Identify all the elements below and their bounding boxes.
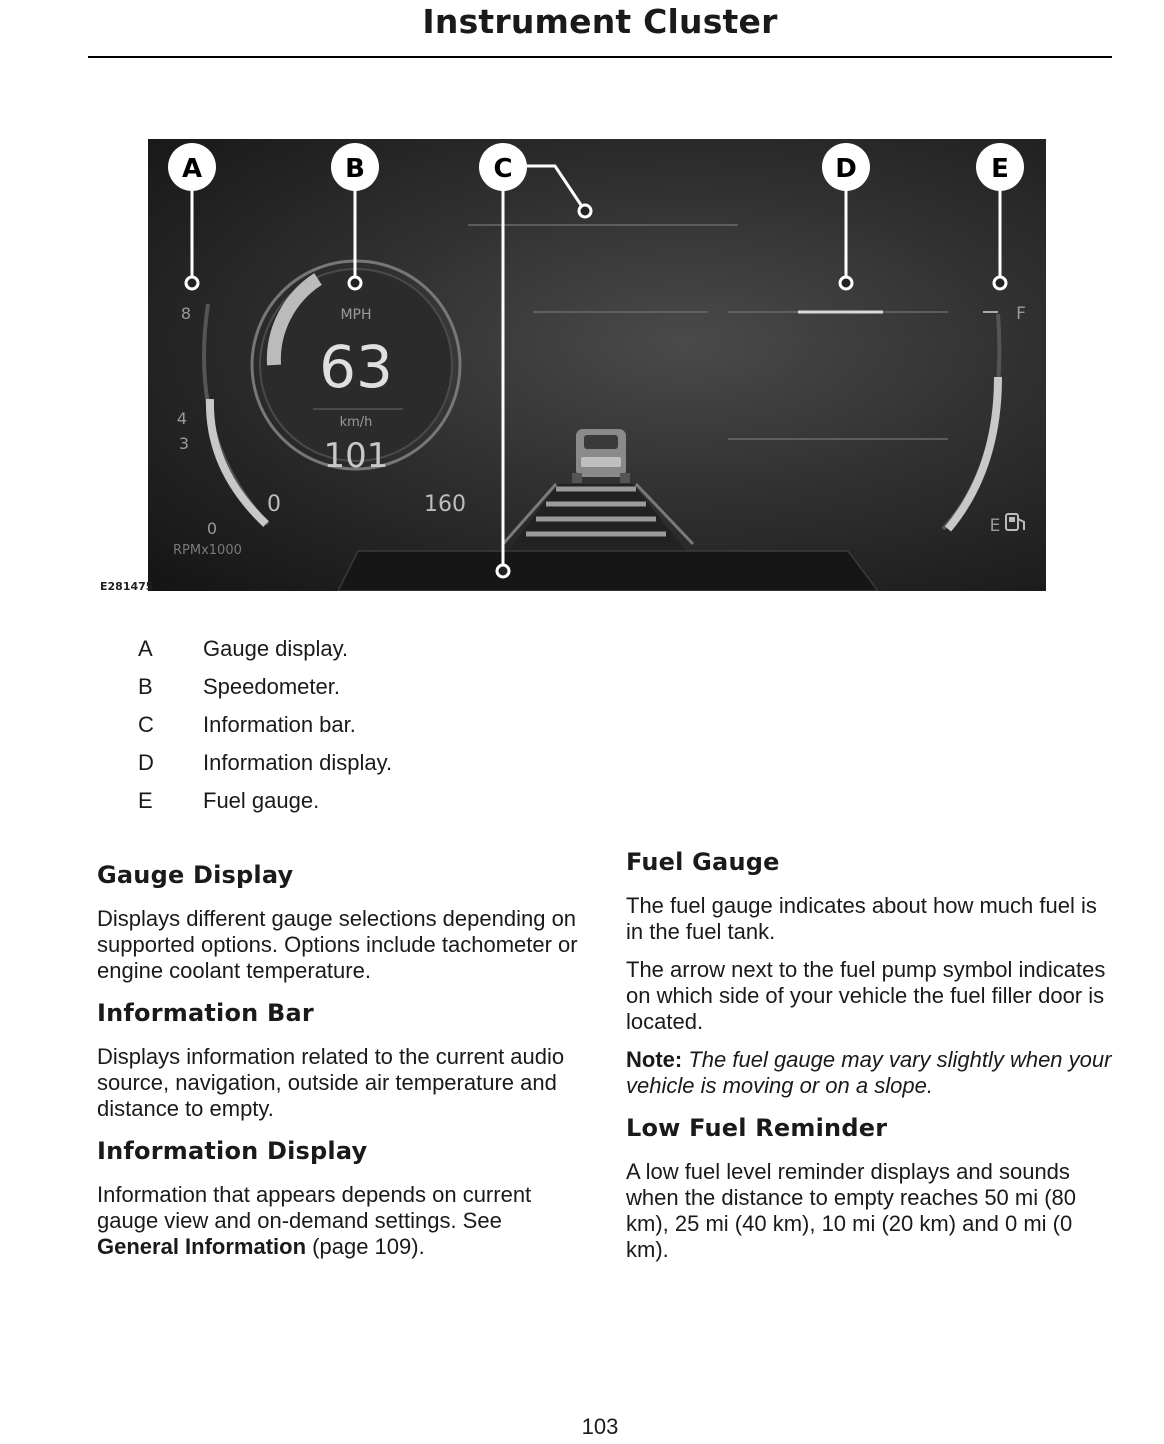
speedo-max-label: 160 <box>424 492 466 517</box>
legend-letter: A <box>138 636 153 661</box>
speedo-min-label: 0 <box>267 492 281 517</box>
page-number: 103 <box>581 1414 619 1439</box>
information-display-body <box>97 1182 587 1260</box>
callout-label-d: D <box>835 154 857 184</box>
speed-value-kmh: 101 <box>323 436 389 476</box>
information-bar-heading: Information Bar <box>97 999 314 1027</box>
speed-unit-mph: MPH <box>340 307 372 323</box>
note-text: The fuel gauge may vary slightly when your vehicle is moving or on a slope. <box>626 1047 1112 1098</box>
fuel-gauge-arrow-body: The arrow next to the fuel pump symbol indicates on which side of your vehicle the fuel filler door is located. <box>626 957 1106 1034</box>
information-display-text: Information that appears depends on current gauge view and on-demand settings. See <box>97 1182 532 1233</box>
right-column <box>626 845 1116 1275</box>
fuel-empty-label: E <box>989 516 1001 536</box>
left-column <box>97 858 587 1272</box>
cluster-illustration <box>148 139 1046 591</box>
legend-letter: D <box>138 750 154 775</box>
legend-item <box>138 784 638 822</box>
information-bar-body: Displays information related to the current audio source, navigation, outside air temperature and distance to empty. <box>97 1044 565 1121</box>
fuel-arc-fill <box>948 377 998 529</box>
information-display-heading: Information Display <box>97 1137 368 1165</box>
general-information-link[interactable]: General Information <box>97 1234 307 1259</box>
callout-label-a: A <box>181 154 203 184</box>
information-bar-shape <box>338 551 878 591</box>
legend-letter: C <box>138 712 154 737</box>
figure-code: E281475 <box>100 580 154 593</box>
instrument-cluster-figure <box>148 139 1046 591</box>
tach-arc-fill <box>210 399 266 524</box>
callout-label-c: C <box>493 154 513 184</box>
legend-text: Gauge display. <box>203 636 349 661</box>
legend-text: Fuel gauge. <box>203 788 320 813</box>
legend-letter: E <box>138 788 153 813</box>
tach-tick-label: 4 <box>176 409 188 428</box>
low-fuel-heading: Low Fuel Reminder <box>626 1114 888 1142</box>
tach-tick-label: 3 <box>178 434 190 453</box>
page-reference: (page 109). <box>306 1234 425 1259</box>
speed-unit-kmh: km/h <box>339 415 373 430</box>
fuel-full-label: F <box>1016 304 1026 324</box>
fuel-pump-icon <box>1006 514 1024 530</box>
fuel-gauge-note <box>626 1047 1116 1099</box>
legend-text: Information display. <box>203 750 393 775</box>
tach-tick-label: 0 <box>206 519 218 538</box>
note-label: Note: <box>626 1047 683 1072</box>
fuel-gauge-heading: Fuel Gauge <box>626 848 780 876</box>
tach-unit-label: RPMx1000 <box>173 543 242 558</box>
legend-text: Information bar. <box>203 712 356 737</box>
callout-label-e: E <box>991 154 1009 184</box>
page-title: Instrument Cluster <box>422 2 778 41</box>
legend-item <box>138 670 638 708</box>
legend-item <box>138 746 638 784</box>
callout-label-b: B <box>345 154 365 184</box>
legend-item <box>138 632 638 670</box>
figure-legend <box>138 632 638 822</box>
title-rule <box>88 56 1112 58</box>
callout-badges <box>168 143 1024 191</box>
legend-text: Speedometer. <box>203 674 340 699</box>
fuel-gauge-body: The fuel gauge indicates about how much fuel is in the fuel tank. <box>626 893 1097 944</box>
speed-value-mph: 63 <box>319 333 393 401</box>
tach-tick-label: 8 <box>180 304 192 323</box>
legend-item <box>138 708 638 746</box>
low-fuel-body: A low fuel level reminder displays and sounds when the distance to empty reaches 50 mi (80 km), 25 mi (40 km), 10 mi (20 km) and 0 mi (0 km). <box>626 1159 1077 1262</box>
gauge-display-body: Displays different gauge selections depending on supported options. Options include tachometer or engine coolant temperature. <box>97 906 578 983</box>
car-icon <box>572 429 630 483</box>
gauge-display-heading: Gauge Display <box>97 861 294 889</box>
legend-letter: B <box>138 674 153 699</box>
